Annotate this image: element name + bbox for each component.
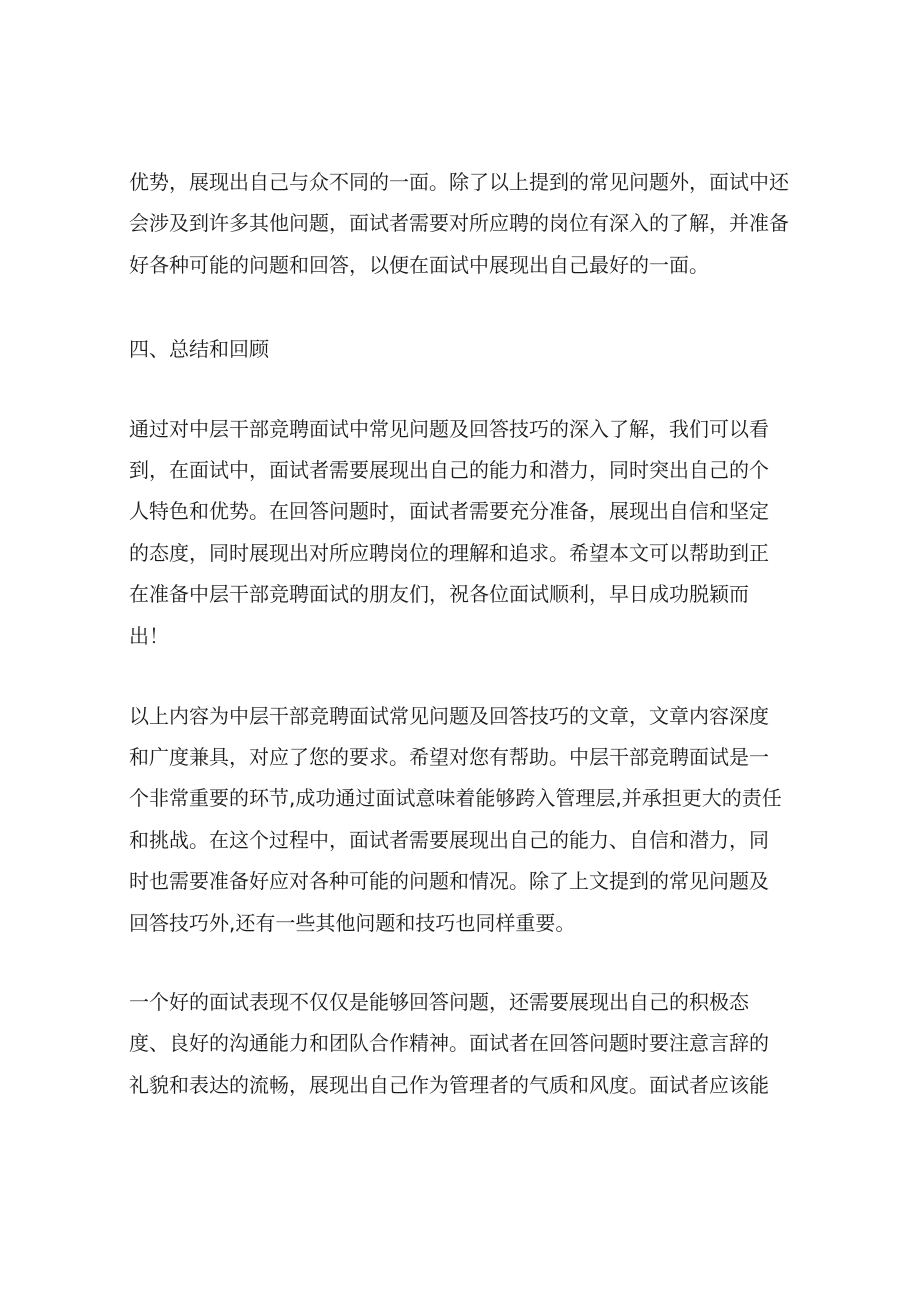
paragraph-2-line-5: 在准备中层干部竞聘面试的朋友们，祝各位面试顺利，早日成功脱颖而 <box>129 582 749 606</box>
paragraph-3-line-3: 个非常重要的环节,成功通过面试意味着能够跨入管理层,并承担更大的责任 <box>129 786 782 810</box>
section-heading: 四、总结和回顾 <box>129 337 269 361</box>
paragraph-2-line-6: 出！ <box>129 624 169 648</box>
paragraph-4-line-2: 度、良好的沟通能力和团队合作精神。面试者在回答问题时要注意言辞的 <box>129 1031 769 1055</box>
paragraph-4-line-1: 一个好的面试表现不仅仅是能够回答问题，还需要展现出自己的积极态 <box>129 990 749 1014</box>
paragraph-1-line-3: 好各种可能的问题和回答，以便在面试中展现出自己最好的一面。 <box>129 253 709 277</box>
paragraph-3-line-5: 时也需要准备好应对各种可能的问题和情况。除了上文提到的常见问题及 <box>129 869 769 893</box>
paragraph-4-line-3: 礼貌和表达的流畅，展现出自己作为管理者的气质和风度。面试者应该能 <box>129 1073 769 1097</box>
paragraph-3-line-1: 以上内容为中层干部竞聘面试常见问题及回答技巧的文章，文章内容深度 <box>129 704 769 728</box>
paragraph-2-line-3: 人特色和优势。在回答问题时，面试者需要充分准备，展现出自信和坚定 <box>129 499 769 523</box>
paragraph-3-line-4: 和挑战。在这个过程中，面试者需要展现出自己的能力、自信和潜力，同 <box>129 828 769 852</box>
paragraph-2-line-2: 到，在面试中，面试者需要展现出自己的能力和潜力，同时突出自己的个 <box>129 458 769 482</box>
paragraph-3-line-2: 和广度兼具，对应了您的要求。希望对您有帮助。中层干部竞聘面试是一 <box>129 745 769 769</box>
paragraph-2-line-1: 通过对中层干部竞聘面试中常见问题及回答技巧的深入了解，我们可以看 <box>129 417 769 441</box>
paragraph-1-line-1: 优势，展现出自己与众不同的一面。除了以上提到的常见问题外，面试中还 <box>129 170 789 194</box>
paragraph-1-line-2: 会涉及到许多其他问题，面试者需要对所应聘的岗位有深入的了解，并准备 <box>129 211 789 235</box>
paragraph-3-line-6: 回答技巧外,还有一些其他问题和技巧也同样重要。 <box>129 911 576 935</box>
paragraph-2-line-4: 的态度，同时展现出对所应聘岗位的理解和追求。希望本文可以帮助到正 <box>129 541 769 565</box>
